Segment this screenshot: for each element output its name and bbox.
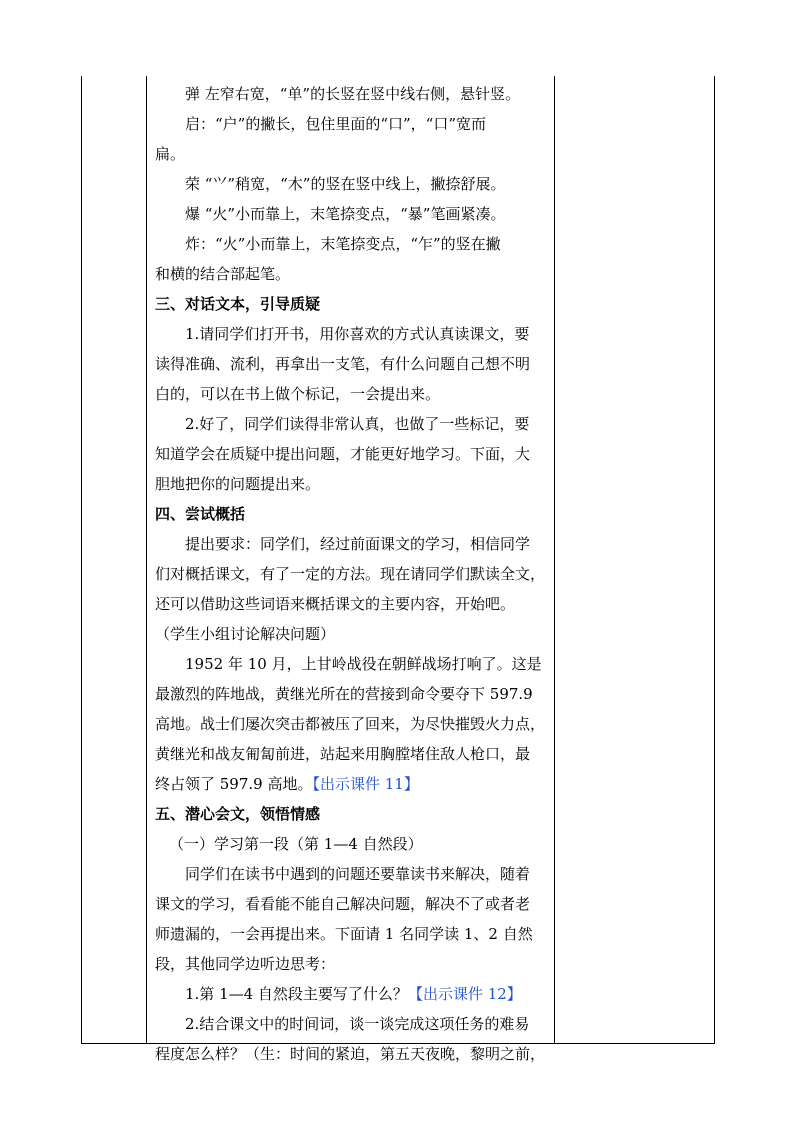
text-line: 高地。战士们屡次突击都被压了回来，为尽快摧毁火力点，	[155, 715, 546, 733]
text-line: 启：“户”的撇长，包住里面的“口”，“口”宽而	[185, 115, 487, 133]
section-heading: 五、潜心会文，领悟情感	[155, 805, 321, 823]
text-line: 同学们在读书中遇到的问题还要靠读书来解决，随着	[185, 865, 531, 883]
text-line: 炸：“火”小而靠上，末笔捺变点，“乍”的竖在撇	[185, 235, 501, 253]
text-line: 课文的学习，看看能不能自己解决问题，解决不了或者老	[155, 895, 531, 913]
text-line: 白的，可以在书上做个标记，一会提出来。	[155, 385, 441, 403]
text-line: 段，其他同学边听边思考：	[155, 955, 336, 973]
text-line: 2.好了，同学们读得非常认真，也做了一些标记，要	[185, 415, 530, 433]
text-line: 最激烈的阵地战，黄继光所在的营接到命令要夺下 597.9	[155, 685, 533, 703]
text-line: 读得准确、流利，再拿出一支笔，有什么问题自己想不明	[155, 355, 531, 373]
section-heading: 四、尝试概括	[155, 505, 246, 523]
text-line: 弹 左窄右宽，“单”的长竖在竖中线右侧，悬针竖。	[185, 85, 521, 103]
text-line: 终占领了 597.9 高地。【出示课件 11】	[155, 775, 419, 793]
text-line: 提出要求：同学们，经过前面课文的学习，相信同学	[185, 535, 531, 553]
subsection-heading: （一）学习第一段（第 1—4 自然段）	[169, 835, 423, 853]
text-line: 们对概括课文，有了一定的方法。现在请同学们默读全文，	[155, 565, 546, 583]
section-heading: 三、对话文本，引导质疑	[155, 295, 321, 313]
text-line: 1.请同学们打开书，用你喜欢的方式认真读课文，要	[185, 325, 530, 343]
table-border-left	[81, 76, 82, 1044]
text-line: 2.结合课文中的时间词，谈一谈完成这项任务的难易	[185, 1015, 530, 1033]
text-line: 还可以借助这些词语来概括课文的主要内容，开始吧。	[155, 595, 516, 613]
text-line: （学生小组讨论解决问题）	[155, 625, 336, 643]
text-line: 知道学会在质疑中提出问题，才能更好地学习。下面，大	[155, 445, 531, 463]
text-line: 和横的结合部起笔。	[155, 265, 291, 283]
text-line: 1952 年 10 月，上甘岭战役在朝鲜战场打响了。这是	[185, 655, 542, 673]
text-line: 黄继光和战友匍匐前进，站起来用胸膛堵住敌人枪口，最	[155, 745, 531, 763]
text-line: 程度怎么样？（生：时间的紧迫，第五天夜晚，黎明之前，	[155, 1045, 546, 1063]
text-line: 荣 “⺍”稍宽，“木”的竖在竖中线上，撇捺舒展。	[185, 175, 506, 193]
text-line: 1.第 1—4 自然段主要写了什么？【出示课件 12】	[185, 985, 522, 1003]
text-line: 爆 “火”小而靠上，末笔捺变点，“暴”笔画紧凑。	[185, 205, 506, 223]
table-border-right	[714, 76, 715, 1044]
table-column-divider-1	[146, 76, 147, 1044]
text-line: 胆地把你的问题提出来。	[155, 475, 321, 493]
text-line: 师遗漏的，一会再提出来。下面请 1 名同学读 1、2 自然	[155, 925, 533, 943]
text-line: 扁。	[155, 145, 186, 163]
courseware-reference: 【出示课件 12】	[407, 985, 522, 1003]
courseware-reference: 【出示课件 11】	[312, 775, 419, 793]
